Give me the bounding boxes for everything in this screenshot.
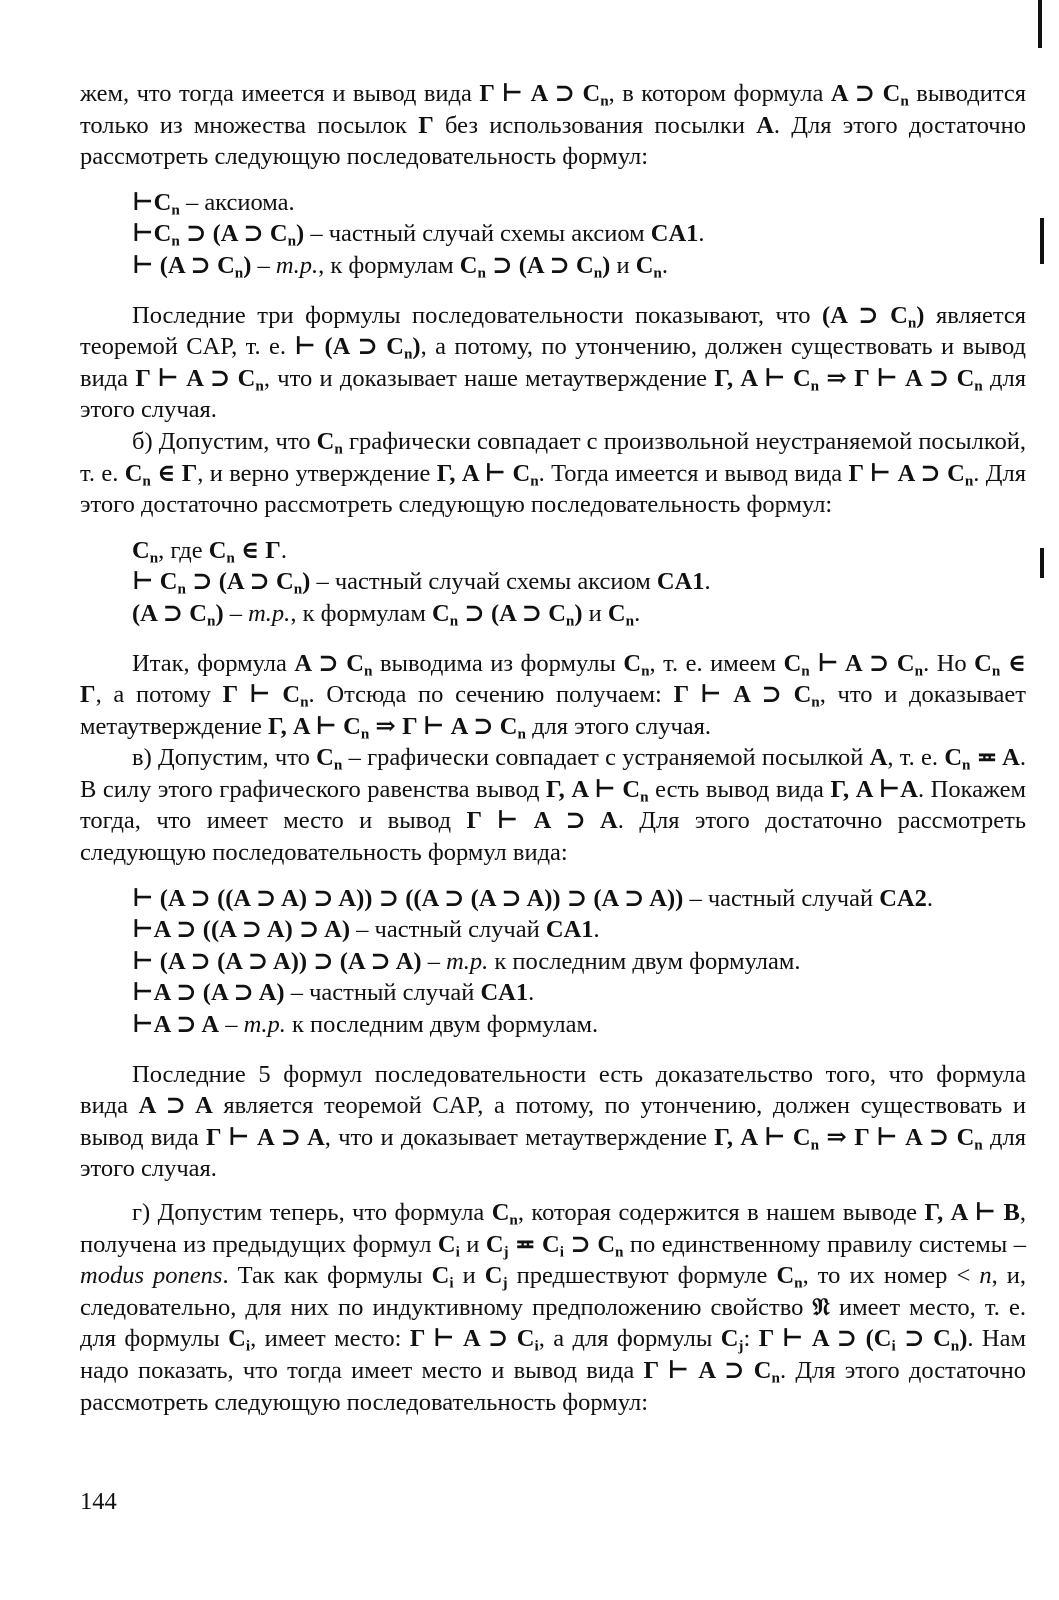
paragraph-intro: жем, что тогда имеется и вывод вида Γ ⊢ A ⊃ $C_n$, в котором формула A ⊃ $C_n$ выводится только из множества посылок Γ без использования посылки A. Для этого достаточно рассмотреть следующую последовательность формул:	[80, 80, 1026, 171]
formula-line: ⊢A ⊃ (A ⊃ A) – частный случай CA1.	[132, 979, 535, 1007]
paragraph-c-conclusion: Последние 5 формул последовательности есть доказательство того, что формула вида A ⊃ A является теоремой CAP, а потому, по утончению, должен существовать и вывод вида Γ ⊢ A ⊃ A, что и доказывает метаутверждение Γ, A ⊢ $C_n$ ⇒ Γ ⊢ A ⊃ $C_n$ для этого случая.	[80, 1060, 1026, 1183]
formula-line: ⊢ (A ⊃ $C_n) - m.p$., к формулам $C_n$ ⊃ (A ⊃ $C_n$) и $C_n$.	[132, 251, 668, 282]
formula-line: ⊢ (A ⊃ ((A ⊃ A) ⊃ A)) ⊃ ((A ⊃ (A ⊃ A)) ⊃ (A ⊃ A)) – частный случай CA2.	[132, 884, 933, 912]
scan-mark-top	[1038, 0, 1042, 48]
paragraph-case-b: б) Допустим, что $C_n$ графически совпадает с произвольной неустраняемой посылкой, т. е. $C_n$ ∈ Γ, и верно утверждение Γ, A ⊢ $C_n$. Тогда имеется и вывод вида Γ ⊢ A ⊃ $C_n$. Для этого достаточно рассмотреть следующую последовательность формул:	[80, 427, 1027, 519]
paragraph-a-conclusion: Последние три формулы последовательности показывают, что (A ⊃ $C_n$) является теоремой CAP, т. е. ⊢ (A ⊃ $C_n$), а потому, по утончению, должен существовать и вывод вида Γ ⊢ A ⊃ $C_n$, что и доказывает наше метаутверждение Γ, A ⊢ $C_n$ ⇒ Γ ⊢ A ⊃ $C_n$ для этого случая.	[80, 301, 1026, 424]
formula-line: ⊢ (A ⊃ (A ⊃ A)) ⊃ (A ⊃ A) – m.p. к последним двум формулам.	[132, 947, 801, 975]
page-body	[80, 78, 1026, 1418]
formula-line: ⊢ $C_n$ ⊃ (A ⊃ $C_n$) – частный случай схемы аксиом CA1.	[132, 568, 711, 598]
paragraph-b-conclusion: Итак, формула A ⊃ $C_n$ выводима из формулы $C_n$, т. е. имеем $C_n$ ⊢ A ⊃ $C_n$. Но $C_n$ ∈ Γ, а потому Γ ⊢ $C_n$. Отсюда по сечению получаем: Γ ⊢ A ⊃ $C_n$, что и доказывает метаутверждение Γ, A ⊢ $C_n$ ⇒ Γ ⊢ A ⊃ $C_n$ для этого случая.	[80, 649, 1026, 743]
formula-list-c	[80, 883, 1026, 1041]
formula-list-a	[80, 187, 1026, 282]
formula-line: (A ⊃ $C_n) - m.p$., к формулам $C_n$ ⊃ (A ⊃ $C_n$) и $C_n$.	[132, 599, 641, 630]
formula-list-b	[80, 535, 1026, 630]
scan-mark-middle	[1040, 218, 1044, 264]
scan-mark-lower	[1040, 548, 1044, 578]
paragraph-case-c: в) Допустим, что $C_n$ – графически совпадает с устраняемой посылкой A, т. е. $C_n$ ≖ A. В силу этого графического равенства вывод Γ, A ⊢ $C_n$ есть вывод вида Γ, A ⊢A. Покажем тогда, что имеет место и вывод Γ ⊢ A ⊃ A. Для этого достаточно рассмотреть следующую последовательность формул вида:	[80, 744, 1026, 867]
formula-line: ⊢A ⊃ ((A ⊃ A) ⊃ A) – частный случай CA1.	[132, 916, 600, 944]
paragraph-case-d: г) Допустим теперь, что формула $C_n$, которая содержится в нашем выводе Γ, A ⊢ B, получена из предыдущих формул $C_i$ и $C_j$ ≖ $C_i$ ⊃ $C_n$ по единственному правилу системы – modus ponens. Так как формулы $C_i$ и $C_j$ предшествуют формуле $C_n$, то их номер < n, и, следовательно, для них по индуктивному предположению свойство 𝔑 имеет место, т. е. для формулы $C_i$, имеет место: Γ ⊢ A ⊃ $C_i$, а для формулы $C_j$: Γ ⊢ A ⊃ ($C_i$ ⊃ $C_n$). Нам надо показать, что тогда имеет место и вывод вида Γ ⊢ A ⊃ $C_n$. Для этого достаточно рассмотреть следующую последовательность формул:	[80, 1199, 1027, 1416]
formula-line: ⊢A ⊃ A – m.p. к последним двум формулам.	[132, 1011, 599, 1039]
formula-line: $⊢C_n$ ⊃ (A ⊃ $C_n$) – частный случай схемы аксиом CA1.	[132, 220, 705, 250]
formula-line: $⊢C_n$ – аксиома.	[132, 188, 295, 219]
page-number: 144	[80, 1488, 117, 1515]
formula-line: $C_n$, где $C_n$ ∈ Γ.	[132, 536, 287, 567]
